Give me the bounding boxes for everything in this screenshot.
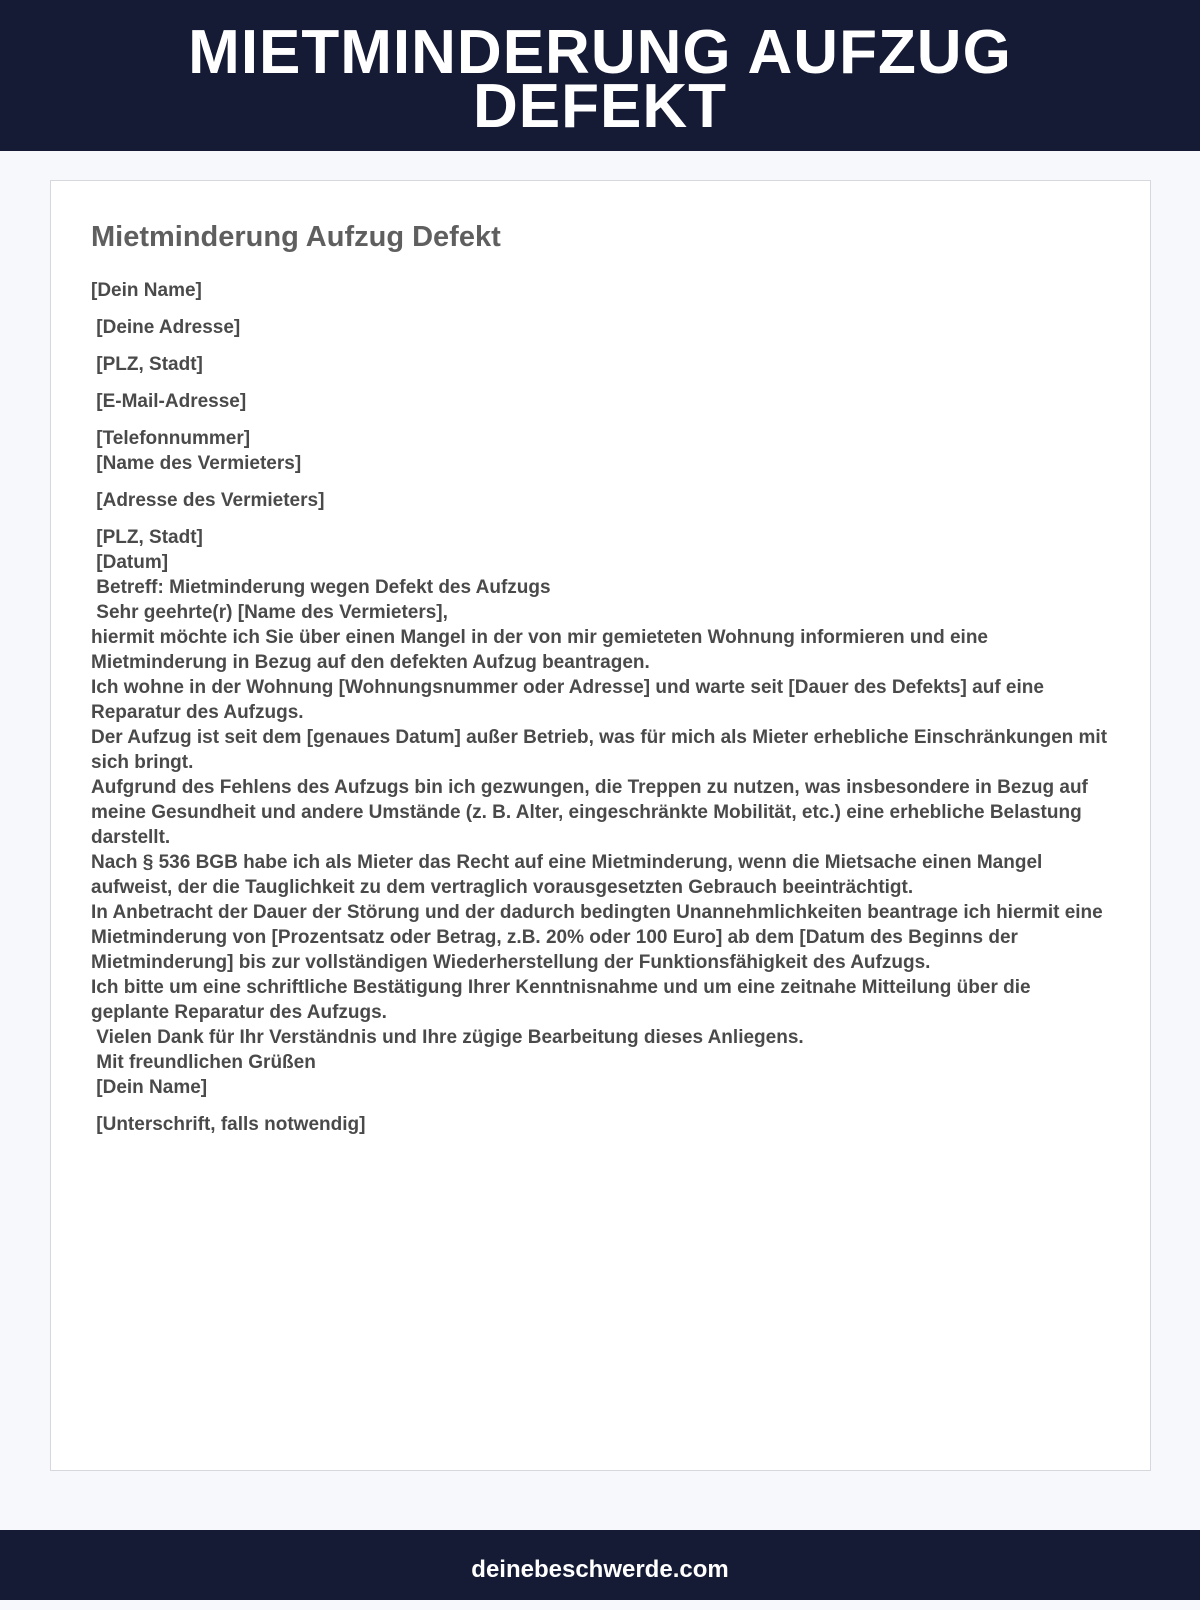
page-title-line-1: MIETMINDERUNG AUFZUG [188, 18, 1012, 87]
footer-site-name: deinebeschwerde.com [471, 1556, 729, 1583]
page-title [0, 18, 1200, 141]
signature-line: [Unterschrift, falls notwendig] [91, 1114, 366, 1135]
page-title-line-2: DEFEKT [473, 72, 727, 141]
signature-name: [Dein Name] [91, 1077, 208, 1098]
letter-paragraph: In Anbetracht der Dauer der Störung und der dadurch bedingten Unannehmlichkeiten beantrage ich hiermit eine Mietminderung von [Prozentsatz oder Betrag, z.B. 20% oder 100 Euro] ab dem [Datum des Beginns der Mietminderung] bis zur vollständigen Wiederherstellung der Funktionsfähigkeit des Aufzugs. [91, 902, 1103, 973]
landlord-address: [Adresse des Vermieters] [91, 490, 325, 511]
letter-subject: Betreff: Mietminderung wegen Defekt des Aufzugs [91, 577, 551, 598]
sender-city: [PLZ, Stadt] [91, 354, 203, 375]
letter-paragraph: Der Aufzug ist seit dem [genaues Datum] außer Betrieb, was für mich als Mieter erhebliche Einschränkungen mit sich bringt. [91, 727, 1108, 773]
sender-address: [Deine Adresse] [91, 317, 241, 338]
sender-email: [E-Mail-Adresse] [91, 391, 247, 412]
letter-thanks: Vielen Dank für Ihr Verständnis und Ihre zügige Bearbeitung dieses Anliegens. [91, 1027, 804, 1048]
letter-paragraph: Aufgrund des Fehlens des Aufzugs bin ich gezwungen, die Treppen zu nutzen, was insbesondere in Bezug auf meine Gesundheit und andere Umstände (z. B. Alter, eingeschränkte Mobilität, etc.) eine erhebliche Belastung darstellt. [91, 777, 1088, 848]
letter-date: [Datum] [91, 552, 169, 573]
landlord-name: [Name des Vermieters] [91, 453, 302, 474]
letter-salutation: Sehr geehrte(r) [Name des Vermieters], [91, 602, 448, 623]
sender-name: [Dein Name] [91, 280, 202, 301]
page-header [0, 0, 1200, 151]
letter-paragraph: Ich wohne in der Wohnung [Wohnungsnummer oder Adresse] und warte seit [Dauer des Defekts] auf eine Reparatur des Aufzugs. [91, 677, 1044, 723]
letter-card [50, 180, 1151, 1471]
letter-closing: Mit freundlichen Grüßen [91, 1052, 316, 1073]
page-footer [0, 1530, 1200, 1600]
landlord-city: [PLZ, Stadt] [91, 527, 203, 548]
letter-body [91, 278, 1110, 1137]
document-title: Mietminderung Aufzug Defekt [91, 221, 501, 253]
sender-phone: [Telefonnummer] [91, 428, 251, 449]
letter-paragraph: hiermit möchte ich Sie über einen Mangel in der von mir gemieteten Wohnung informieren und eine Mietminderung in Bezug auf den defekten Aufzug beantragen. [91, 627, 988, 673]
letter-paragraph: Nach § 536 BGB habe ich als Mieter das Recht auf eine Mietminderung, wenn die Mietsache einen Mangel aufweist, der die Tauglichkeit zu dem vertraglich vorausgesetzten Gebrauch beeinträchtigt. [91, 852, 1043, 898]
letter-paragraph: Ich bitte um eine schriftliche Bestätigung Ihrer Kenntnisnahme und um eine zeitnahe Mitteilung über die geplante Reparatur des Aufzugs. [91, 977, 1031, 1023]
